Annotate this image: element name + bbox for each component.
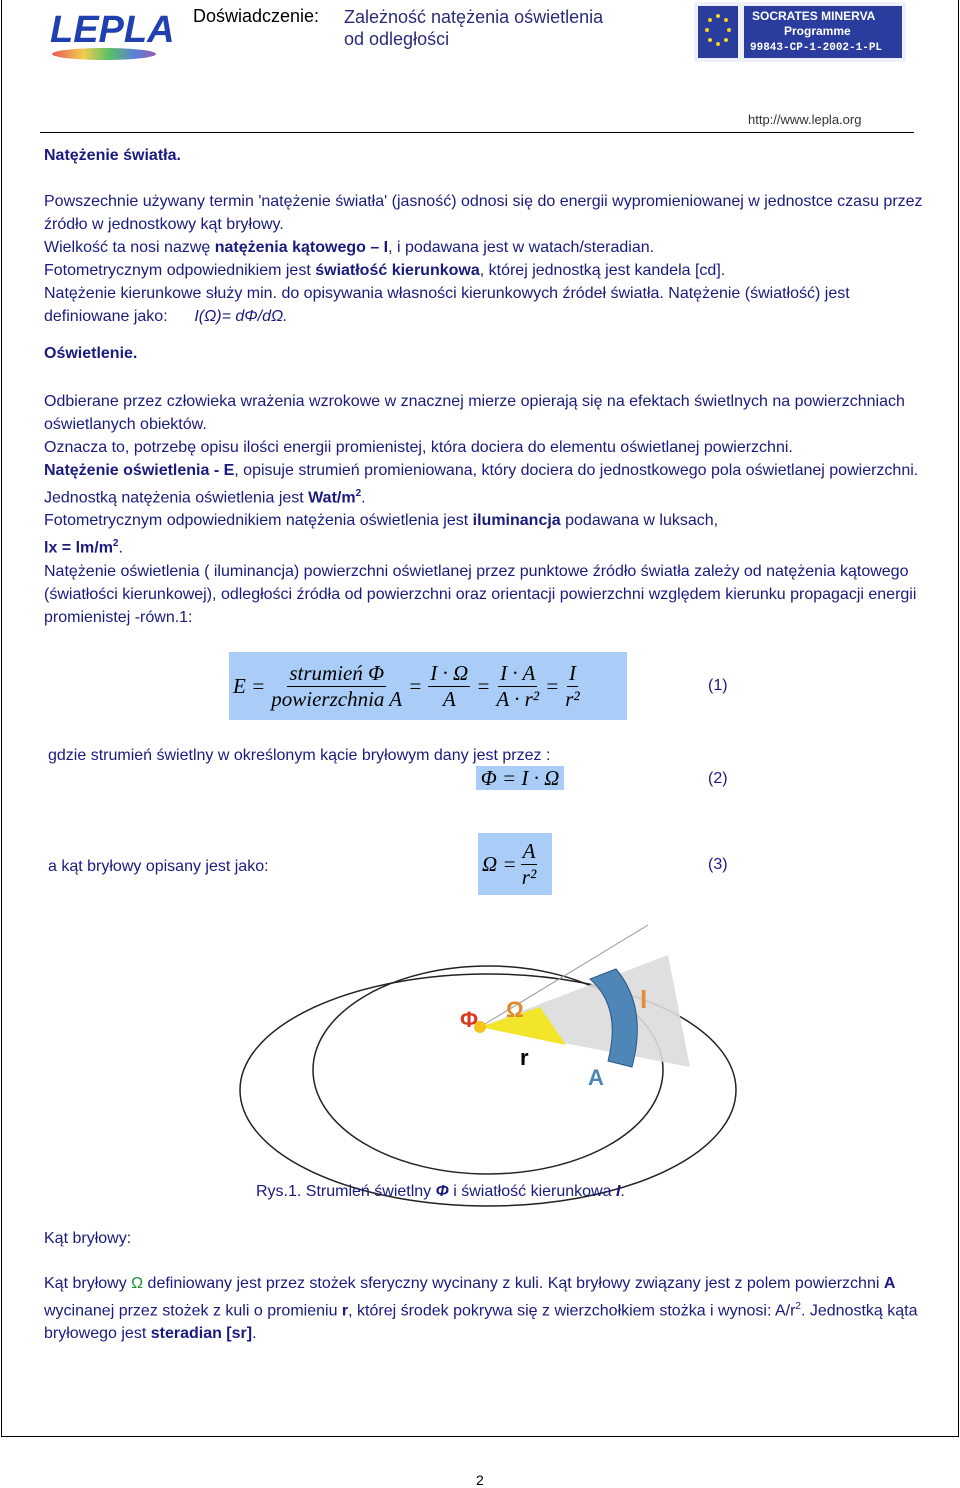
title-line-2: od odległości <box>344 29 450 49</box>
section2-p3: Natężenie oświetlenia - E, opisuje strumień promieniowana, który dociera do jednostkowego pola oświetlanej powierzchni. Jednostką natężenia oświetlenia jest Wat/$m^2$. <box>44 462 919 507</box>
eq1-fraction-4: $\frac{I}{\text{r²}}$ <box>565 660 580 711</box>
title-line-1: Zależność natężenia oświetlenia <box>344 7 604 27</box>
solid-angle-figure <box>238 915 738 1170</box>
section2-p1: Odbierane przez człowieka wrażenia wzrokowe w znacznej mierze opierają się na efektach świetlnych na powierzchniach oświetlanych obiektów. <box>44 393 905 433</box>
eq2-number: (2) <box>708 770 728 787</box>
label-r: r <box>520 1045 529 1070</box>
section3-p1: Kąt bryłowy Ω definiowany jest przez stożek sferyczny wycinany z kuli. Kąt bryłowy związany jest z polem powierzchni A wycinanej przez stożek z kuli o promieniu r, której środek pokrywa się z wierzchołkiem stożka i wynosi: $A/r^2$. Jednostką kąta bryłowego jest steradian [sr]. <box>44 1275 918 1343</box>
label-omega: Ω <box>506 997 524 1022</box>
section1-p1: Powszechnie używany termin 'natężenie światła' (jasność) odnosi się do energii wypromieniowanej w jednostce czasu przez źródło w jednostkowy kąt bryłowy. <box>44 193 923 233</box>
eq3-intro: a kąt bryłowy opisany jest jako: <box>48 858 269 875</box>
section1-p3: Fotometrycznym odpowiednikiem jest światłość kierunkowa, której jednostką jest kandela [cd]. <box>44 262 726 279</box>
website-url[interactable]: http://www.lepla.org <box>748 112 862 127</box>
heading-oswietlenie: Oświetlenie. <box>44 345 138 362</box>
section2-p5: Natężenie oświetlenia ( iluminancja) powierzchni oświetlanej przez punktowe źródło światła zależy od natężenia kątowego (światłości kierunkowej), odległości źródła od powierzchni oraz orientacji powierzchni względem kierunku propagacji energii promienistej -równ.1: <box>44 562 917 626</box>
lepla-logo <box>44 2 175 64</box>
equation-1: E = $\frac{\text{strumień Φ}}{\text{powierzchnia A}}$ = $\frac{I \cdot \Omega}{A}$ = $\frac{I \cdot A}{\text{A · r²}}$ = $\frac{I}{\text{r²}}$ <box>229 652 627 720</box>
svg-text:99843-CP-1-2002-1-PL: 99843-CP-1-2002-1-PL <box>750 42 883 54</box>
eq1-fraction-1: $\frac{\text{strumień Φ}}{\text{powierzchnia A}}$ <box>271 660 403 711</box>
svg-text:Programme: Programme <box>784 24 851 38</box>
heading-natezenie-swiatla: Natężenie światła. <box>44 147 181 164</box>
eq1-number: (1) <box>708 677 728 694</box>
label-I: I <box>640 984 648 1014</box>
header-divider <box>40 132 914 133</box>
section1-p2: Wielkość ta nosi nazwę natężenia kątowego – I, i podawana jest w watach/steradian. <box>44 239 655 256</box>
label-phi: Φ <box>460 1007 479 1032</box>
eq3-number: (3) <box>708 856 728 873</box>
svg-text:SOCRATES MINERVA: SOCRATES MINERVA <box>752 9 876 23</box>
experiment-label: Doświadczenie: <box>193 6 320 26</box>
section1-p4: Natężenie kierunkowe służy min. do opisywania własności kierunkowych źródeł światła. Natężenie (światłość) jest definiowane jako: I(Ω)= dΦ/dΩ. <box>44 285 850 325</box>
eq3-fraction: $\frac{A}{\text{r²}}$ <box>521 838 537 889</box>
section1-body <box>44 190 924 328</box>
eq1-fraction-3: $\frac{I \cdot A}{\text{A · r²}}$ <box>496 660 540 711</box>
section2-p4: Fotometrycznym odpowiednikiem natężenia oświetlenia jest iluminancja podawana w luksach, lx = $lm/m^2$. <box>44 512 719 557</box>
equation-3: Ω = $\frac{A}{\text{r²}}$ <box>478 833 552 895</box>
eq2-intro: gdzie strumień świetlny w określonym kącie bryłowym dany jest przez : <box>48 747 551 764</box>
experiment-title <box>344 6 603 50</box>
figure-caption: Rys.1. Strumień świetlny Φ i światłość kierunkowa I. <box>256 1183 625 1200</box>
svg-text:LEPLA: LEPLA <box>50 9 175 51</box>
label-A: A <box>588 1065 604 1090</box>
socrates-minerva-logo <box>694 2 906 62</box>
eq1-fraction-2: $\frac{I \cdot \Omega}{A}$ <box>430 660 469 711</box>
page-number: 2 <box>476 1472 484 1488</box>
section2-p2: Oznacza to, potrzebę opisu ilości energii promienistej, która dociera do elementu oświetlanej powierzchni. <box>44 439 793 456</box>
equation-2: Φ = I · Ω <box>476 766 564 790</box>
section2-body <box>44 390 924 629</box>
heading-kat-brylowy: Kąt bryłowy: <box>44 1230 132 1247</box>
